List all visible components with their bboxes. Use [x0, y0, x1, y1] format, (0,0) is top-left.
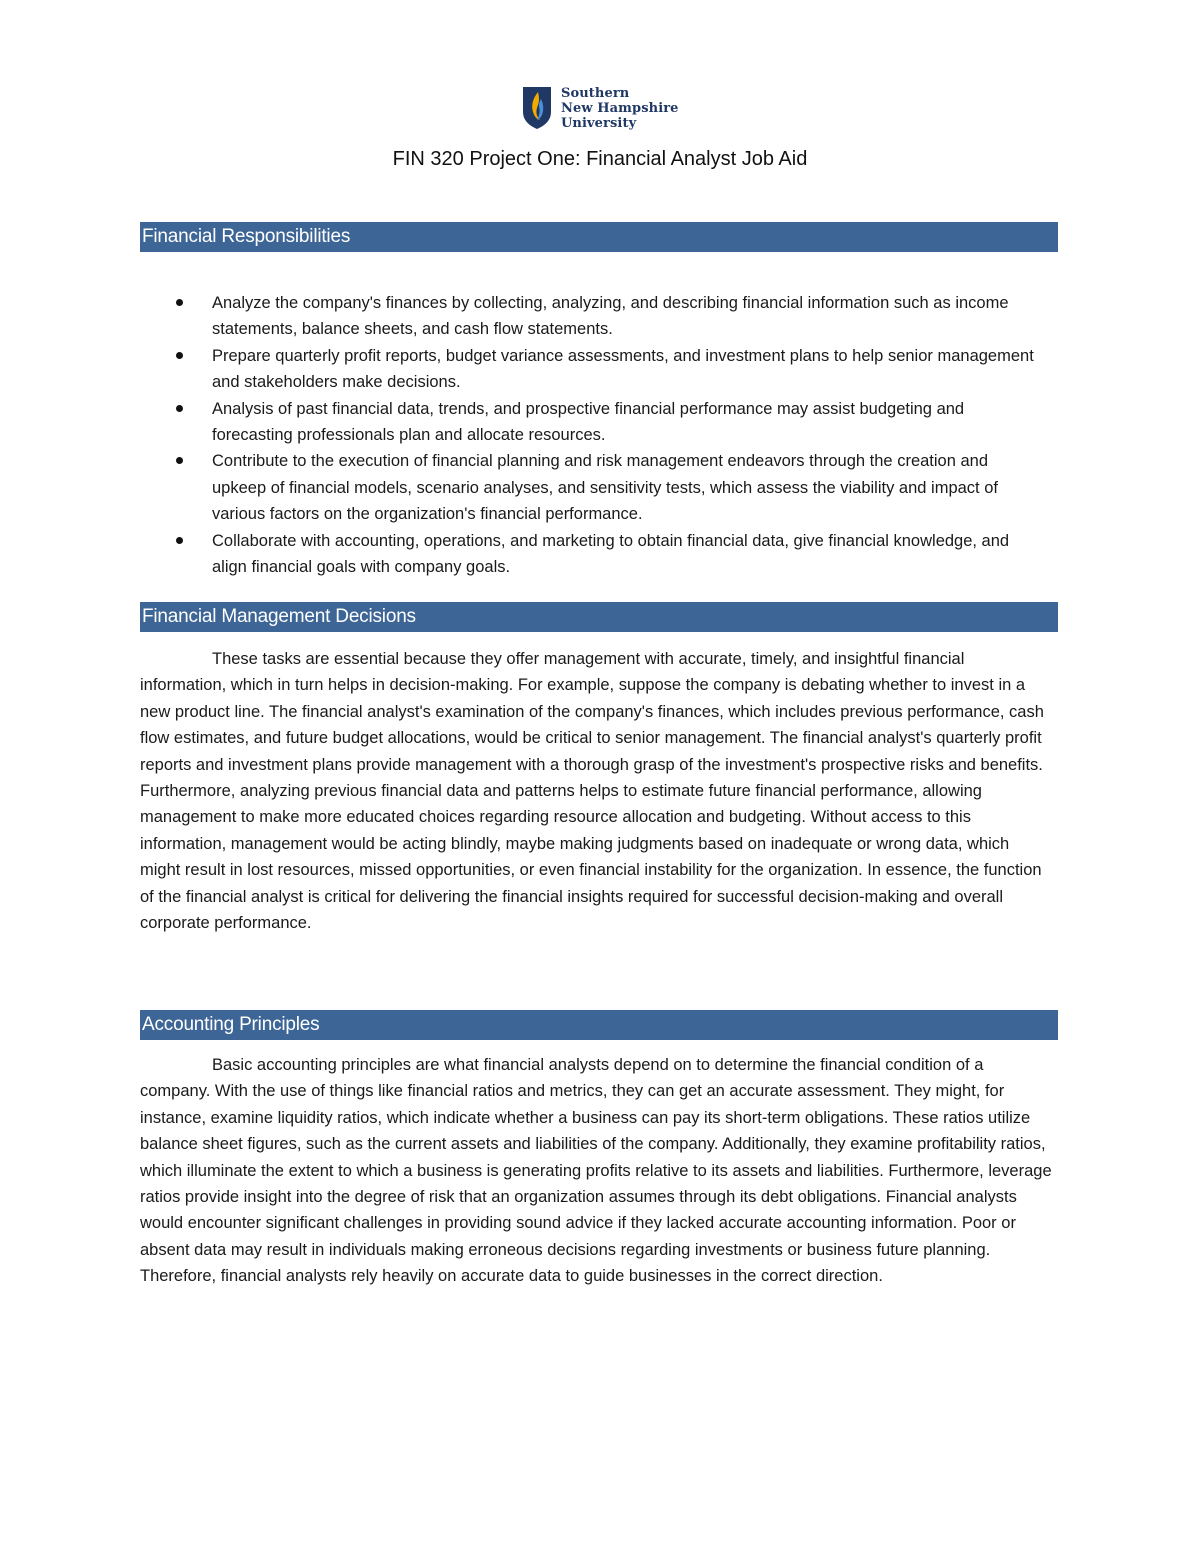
section-heading-financial-management-decisions: Financial Management Decisions [140, 602, 1058, 632]
flame-shield-icon [522, 86, 552, 130]
list-item-text: Analysis of past financial data, trends, and prospective financial performance may assist budgeting and forecasting professionals plan and allocate resources. [212, 399, 965, 445]
bullet-icon [176, 352, 183, 359]
list-item [140, 290, 1058, 343]
list-item [140, 396, 1058, 449]
bullet-icon [176, 299, 183, 306]
list-item [140, 343, 1058, 396]
bullet-icon [176, 405, 183, 412]
document-title: FIN 320 Project One: Financial Analyst Job Aid [392, 148, 808, 170]
section-heading-accounting-principles: Accounting Principles [140, 1010, 1058, 1040]
section-heading-financial-responsibilities: Financial Responsibilities [140, 222, 1058, 252]
list-item-text: Contribute to the execution of financial planning and risk management endeavors through the creation and upkeep of financial models, scenario analyses, and sensitivity tests, which assess the viability and impact of various factors on the organization's financial performance. [212, 452, 998, 524]
logo-line-1: Southern [561, 85, 630, 101]
logo-line-2: New Hampshire [561, 100, 679, 116]
responsibilities-list [140, 290, 1058, 580]
list-item-text: Collaborate with accounting, operations, and marketing to obtain financial data, give financial knowledge, and align financial goals with company goals. [212, 531, 1010, 577]
logo-wordmark [561, 86, 679, 131]
bullet-icon [176, 457, 183, 464]
logo-line-3: University [561, 115, 637, 131]
list-item [140, 448, 1058, 527]
list-item-text: Prepare quarterly profit reports, budget variance assessments, and investment plans to help senior management and stakeholders make decisions. [212, 346, 1034, 392]
accounting-principles-paragraph: Basic accounting principles are what financial analysts depend on to determine the financial condition of a company. With the use of things like financial ratios and metrics, they can get an accurate assessment. They might, for instance, examine liquidity ratios, which indicate whether a business can pay its short-term obligations. These ratios utilize balance sheet figures, such as the current assets and liabilities of the company. Additionally, they examine profitability ratios, which illuminate the extent to which a business is generating profits relative to its assets and liabilities. Furthermore, leverage ratios provide insight into the degree of risk that an organization assumes through its debt obligations. Financial analysts would encounter significant challenges in providing sound advice if they lacked accurate accounting information. Poor or absent data may result in individuals making erroneous decisions regarding investments or business future planning. Therefore, financial analysts rely heavily on accurate data to guide businesses in the correct direction. [140, 1056, 1052, 1286]
list-item [140, 528, 1058, 581]
university-logo [522, 84, 679, 132]
management-decisions-paragraph: These tasks are essential because they offer management with accurate, timely, and insightful financial information, which in turn helps in decision-making. For example, suppose the company is debating whether to invest in a new product line. The financial analyst's examination of the company's finances, which includes previous performance, cash flow estimates, and future budget allocations, would be critical to senior management. The financial analyst's quarterly profit reports and investment plans provide management with a thorough grasp of the investment's prospective risks and benefits. Furthermore, analyzing previous financial data and patterns helps to estimate future financial performance, allowing management to make more educated choices regarding resource allocation and budgeting. Without access to this information, management would be acting blindly, maybe making judgments based on inadequate or wrong data, which might result in lost resources, missed opportunities, or even financial instability for the organization. In essence, the function of the financial analyst is critical for delivering the financial insights required for successful decision-making and overall corporate performance. [140, 650, 1044, 933]
list-item-text: Analyze the company's finances by collecting, analyzing, and describing financial information such as income statements, balance sheets, and cash flow statements. [212, 294, 1009, 339]
bullet-icon [176, 537, 183, 544]
